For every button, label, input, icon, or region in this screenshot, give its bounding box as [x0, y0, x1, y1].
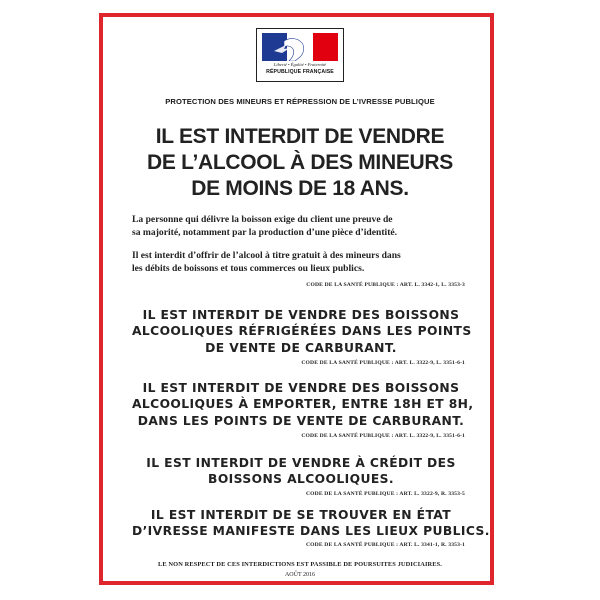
proof-of-age-paragraph: [132, 213, 470, 239]
legal-reference: CODE DE LA SANTÉ PUBLIQUE : ART. L. 3322-9, R. 3353-5: [305, 491, 465, 497]
headline-line: DE MOINS DE 18 ANS.: [191, 177, 409, 200]
rule-line: ALCOOLIQUES RÉFRIGÉRÉES DANS LES POINTS: [132, 324, 472, 339]
rule-line: IL EST INTERDIT DE VENDRE DES BOISSONS: [142, 381, 460, 395]
free-alcohol-paragraph: [132, 249, 470, 275]
paragraph-line: sa majorité, notamment par la production d’une pièce d’identité.: [132, 227, 398, 238]
rule-line: IL EST INTERDIT DE SE TROUVER EN ÉTAT: [150, 508, 452, 522]
rule-line: DE VENTE DE CARBURANT.: [205, 340, 397, 355]
republique-francaise-logo: [256, 28, 344, 82]
rule-line: IL EST INTERDIT DE VENDRE À CRÉDIT DES: [146, 456, 456, 470]
rule-line: ALCOOLIQUES À EMPORTER, ENTRE 18H ET 8H,: [132, 397, 474, 412]
rule-line: D’IVRESSE MANIFESTE DANS LES LIEUX PUBLICS.: [132, 524, 490, 539]
rule-line: IL EST INTERDIT DE VENDRE DES BOISSONS: [142, 308, 460, 322]
legal-reference: CODE DE LA SANTÉ PUBLIQUE : ART. L. 3322-9, L. 3351-6-1: [301, 433, 465, 439]
legal-reference: CODE DE LA SANTÉ PUBLIQUE : ART. L. 3342-1, L. 3353-3: [306, 282, 465, 288]
rule-refrigerated-fuel: [132, 307, 470, 356]
legal-reference: CODE DE LA SANTÉ PUBLIQUE : ART. L. 3341-1, R. 3353-1: [305, 542, 465, 548]
logo-motto: Liberté • Égalité • Fraternité: [273, 62, 327, 67]
rule-takeaway-hours: [132, 380, 474, 429]
legal-warning-footer: LE NON RESPECT DE CES INTERDICTIONS EST PASSIBLE DE POURSUITES JUDICIAIRES.: [158, 561, 442, 568]
legal-reference: CODE DE LA SANTÉ PUBLIQUE : ART. L. 3322-9, L. 3351-6-1: [301, 360, 465, 366]
poster-date: AOÛT 2016: [284, 572, 316, 578]
rule-public-drunkenness: [132, 507, 490, 540]
headline-line: IL EST INTERDIT DE VENDRE: [155, 125, 445, 148]
rule-line: DANS LES POINTS DE VENTE DE CARBURANT.: [137, 413, 465, 428]
marianne-flag-icon: [262, 33, 338, 61]
rule-line: BOISSONS ALCOOLIQUES.: [208, 472, 394, 487]
paragraph-line: La personne qui délivre la boisson exige du client une preuve de: [132, 214, 393, 225]
paragraph-line: Il est interdit d’offrir de l’alcool à titre gratuit à des mineurs dans: [132, 250, 401, 261]
rule-credit-sale: [132, 455, 470, 488]
headline-line: DE L’ALCOOL À DES MINEURS: [147, 151, 453, 174]
paragraph-line: les débits de boissons et tous commerces ou lieux publics.: [132, 263, 365, 274]
poster-headline: [112, 124, 488, 202]
logo-name: RÉPUBLIQUE FRANÇAISE: [266, 69, 334, 75]
poster-subtitle: PROTECTION DES MINEURS ET RÉPRESSION DE L’IVRESSE PUBLIQUE: [165, 97, 435, 106]
